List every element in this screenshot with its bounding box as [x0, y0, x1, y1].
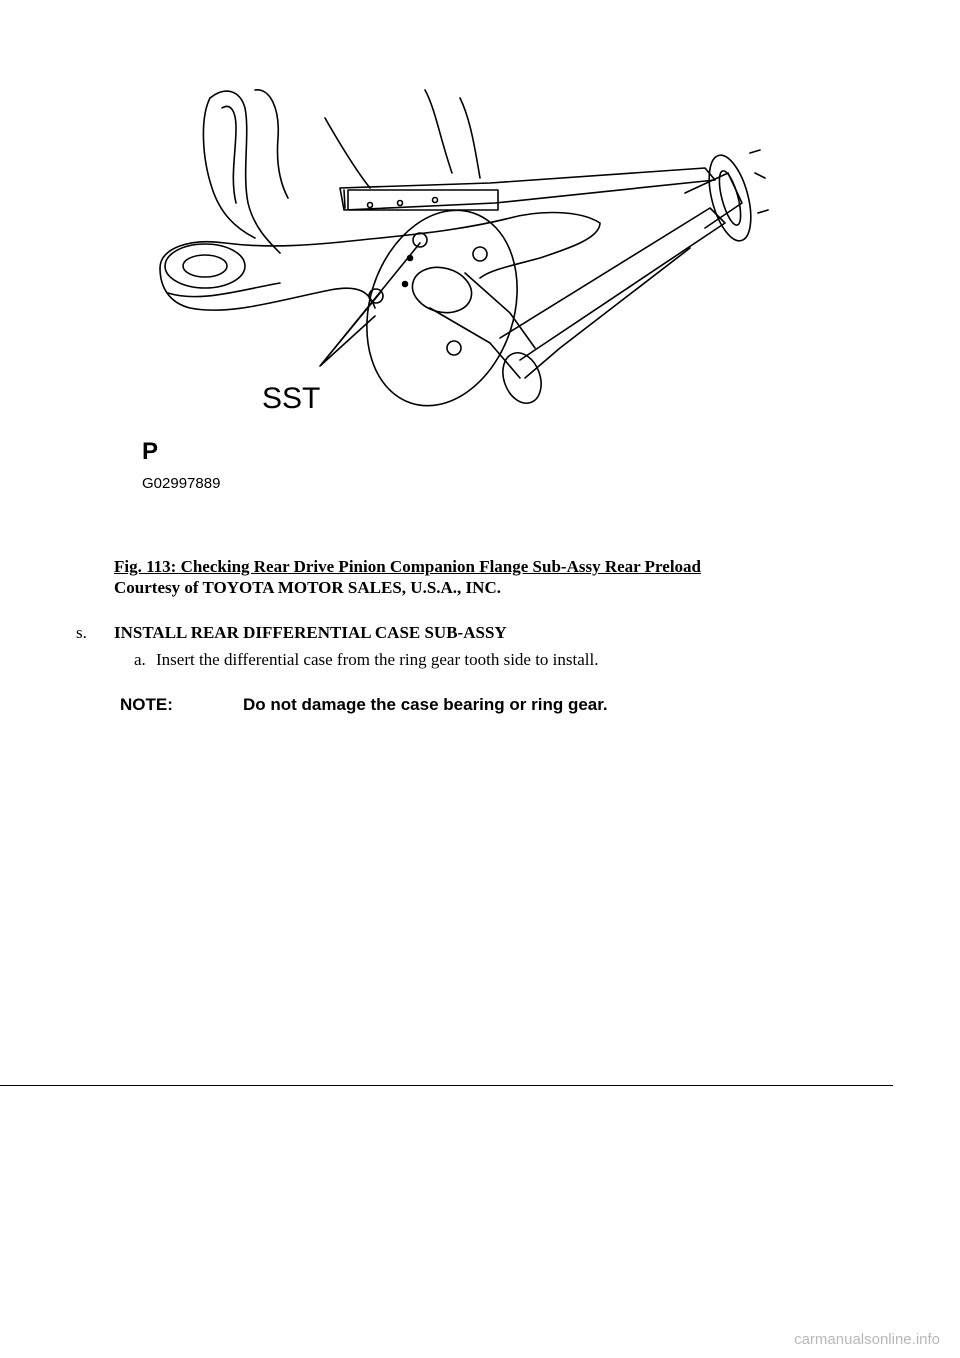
- footer-divider: [0, 1085, 893, 1086]
- watermark: carmanualsonline.info: [794, 1331, 940, 1348]
- wrench-rod: [500, 208, 725, 360]
- pinion-shaft-end: [407, 261, 476, 319]
- substep-marker: a.: [134, 650, 146, 669]
- figure-title: Fig. 113: Checking Rear Drive Pinion Companion Flange Sub-Assy Rear Preload: [114, 557, 701, 576]
- flange-disc: [343, 191, 542, 426]
- arm-eye: [165, 244, 245, 288]
- housing-outline: [210, 91, 280, 253]
- callout-leader: [320, 243, 420, 366]
- figure-mark: P: [142, 438, 159, 465]
- figure-code: G02997889: [142, 475, 221, 492]
- sst-callout: SST: [262, 382, 321, 415]
- substep-text: Insert the differential case from the ring gear tooth side to install.: [156, 650, 599, 669]
- figure-illustration: [130, 78, 780, 498]
- step-heading: INSTALL REAR DIFFERENTIAL CASE SUB-ASSY: [114, 623, 507, 642]
- wrench-beam: [340, 168, 715, 210]
- figure-credit: Courtesy of TOYOTA MOTOR SALES, U.S.A., INC.: [114, 578, 501, 597]
- note-text: Do not damage the case bearing or ring gear.: [243, 695, 608, 714]
- step-marker: s.: [76, 623, 87, 642]
- note-label: NOTE:: [120, 695, 173, 714]
- figure-caption: [114, 556, 701, 598]
- procedure-substep: [134, 649, 599, 670]
- companion-flange-drawing: [130, 78, 780, 498]
- wrench-handle: [701, 151, 759, 245]
- note-block: [120, 694, 608, 715]
- procedure-step: [76, 622, 507, 643]
